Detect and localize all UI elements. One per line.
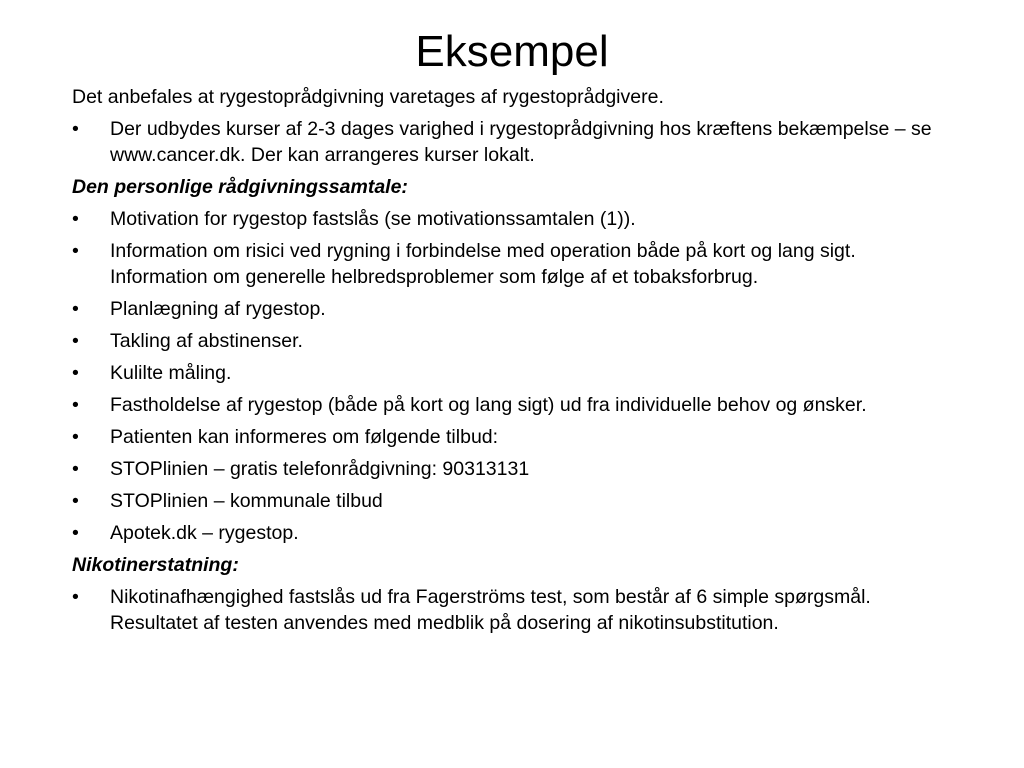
bullet-text: Nikotinafhængighed fastslås ud fra Fagerströms test, som består af 6 simple spørgsmål. Resultatet af testen anvendes med medblik på dosering af nikotinsubstitution. xyxy=(110,586,871,634)
bullet-glyph: • xyxy=(72,490,79,512)
bullet-text: Der udbydes kurser af 2-3 dages varighed i rygestoprådgivning hos kræftens bekæmpelse – se www.cancer.dk. Der kan arrangeres kurser lokalt. xyxy=(110,118,932,166)
bullet-item xyxy=(72,424,952,450)
bullet-text: Patienten kan informeres om følgende tilbud: xyxy=(110,426,499,448)
bullet-text: STOPlinien – kommunale tilbud xyxy=(110,490,383,512)
bullet-item xyxy=(72,488,952,514)
bullet-item xyxy=(72,206,952,232)
bullet-item xyxy=(72,584,952,636)
bullet-item xyxy=(72,520,952,546)
bullet-item xyxy=(72,360,952,386)
bullet-item xyxy=(72,392,952,418)
slide-title: Eksempel xyxy=(415,27,609,76)
intro-text: Det anbefales at rygestoprådgivning varetages af rygestoprådgivere. xyxy=(72,86,664,108)
section-heading-nicotine-replacement: Nikotinerstatning: xyxy=(72,554,239,576)
slide-content xyxy=(72,84,952,642)
bullet-glyph: • xyxy=(72,208,79,230)
bullet-glyph: • xyxy=(72,330,79,352)
bullet-item xyxy=(72,296,952,322)
bullet-glyph: • xyxy=(72,118,79,140)
bullet-text: Information om risici ved rygning i forbindelse med operation både på kort og lang sigt. Information om generelle helbredsproblemer som følge af et tobaksforbrug. xyxy=(110,240,856,288)
bullet-text: Fastholdelse af rygestop (både på kort og lang sigt) ud fra individuelle behov og ønsker. xyxy=(110,394,867,416)
bullet-item xyxy=(72,456,952,482)
bullet-text: Takling af abstinenser. xyxy=(110,330,303,352)
bullet-text: Planlægning af rygestop. xyxy=(110,298,326,320)
bullet-text: Motivation for rygestop fastslås (se motivationssamtalen (1)). xyxy=(110,208,636,230)
bullet-item xyxy=(72,328,952,354)
bullet-text: Apotek.dk – rygestop. xyxy=(110,522,299,544)
bullet-glyph: • xyxy=(72,426,79,448)
bullet-glyph: • xyxy=(72,240,79,262)
bullet-glyph: • xyxy=(72,394,79,416)
bullet-glyph: • xyxy=(72,522,79,544)
bullet-glyph: • xyxy=(72,298,79,320)
bullet-text: Kulilte måling. xyxy=(110,362,232,384)
bullet-text: STOPlinien – gratis telefonrådgivning: 90313131 xyxy=(110,458,530,480)
bullet-glyph: • xyxy=(72,458,79,480)
bullet-item xyxy=(72,116,952,168)
section-heading-counseling: Den personlige rådgivningssamtale: xyxy=(72,176,408,198)
bullet-glyph: • xyxy=(72,586,79,608)
bullet-glyph: • xyxy=(72,362,79,384)
bullet-item xyxy=(72,238,952,290)
